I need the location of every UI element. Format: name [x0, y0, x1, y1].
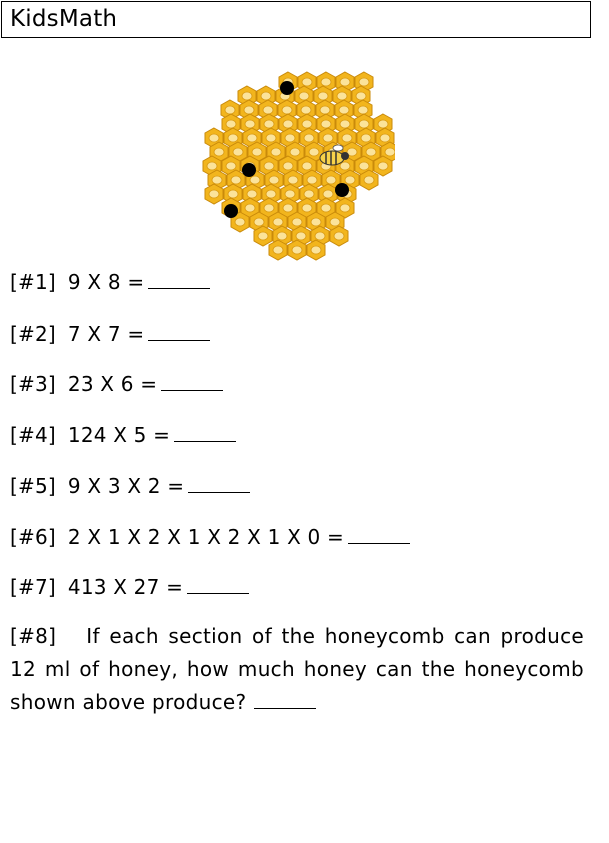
answer-blank[interactable] — [188, 474, 250, 493]
problem-3 — [10, 372, 223, 396]
answer-blank[interactable] — [348, 525, 410, 544]
problem-number: [#7] — [10, 575, 56, 599]
answer-blank[interactable] — [187, 575, 249, 594]
problem-7 — [10, 575, 249, 599]
problem-text: 413 X 27 = — [67, 575, 184, 599]
page-header — [1, 1, 591, 38]
honeycomb-illustration — [200, 66, 395, 268]
answer-blank[interactable] — [161, 372, 223, 391]
problem-text: If each section of the honeycomb can produce 12 ml of honey, how much honey can the honeycomb shown above produce? — [10, 624, 584, 714]
answer-blank[interactable] — [174, 423, 236, 442]
page-title: KidsMath — [10, 6, 118, 32]
problem-text: 2 X 1 X 2 X 1 X 2 X 1 X 0 = — [67, 525, 344, 549]
answer-blank[interactable] — [254, 690, 316, 709]
problem-text: 124 X 5 = — [67, 423, 171, 447]
problem-text: 7 X 7 = — [67, 322, 145, 346]
problem-1 — [10, 270, 210, 294]
problem-number: [#8] — [10, 624, 57, 648]
problem-number: [#2] — [10, 322, 56, 346]
problem-5 — [10, 474, 250, 498]
problem-number: [#1] — [10, 270, 56, 294]
problem-4 — [10, 423, 236, 447]
problem-text: 9 X 3 X 2 = — [67, 474, 185, 498]
answer-blank[interactable] — [148, 322, 210, 341]
problem-6 — [10, 525, 410, 549]
honeycomb-with-bee-icon — [200, 66, 395, 268]
problem-text: 23 X 6 = — [67, 372, 158, 396]
problem-text: 9 X 8 = — [67, 270, 145, 294]
problem-number: [#6] — [10, 525, 56, 549]
word-problem — [10, 620, 584, 719]
problem-number: [#4] — [10, 423, 56, 447]
answer-blank[interactable] — [148, 270, 210, 289]
problem-2 — [10, 322, 210, 346]
problem-number: [#3] — [10, 372, 56, 396]
problem-number: [#5] — [10, 474, 56, 498]
